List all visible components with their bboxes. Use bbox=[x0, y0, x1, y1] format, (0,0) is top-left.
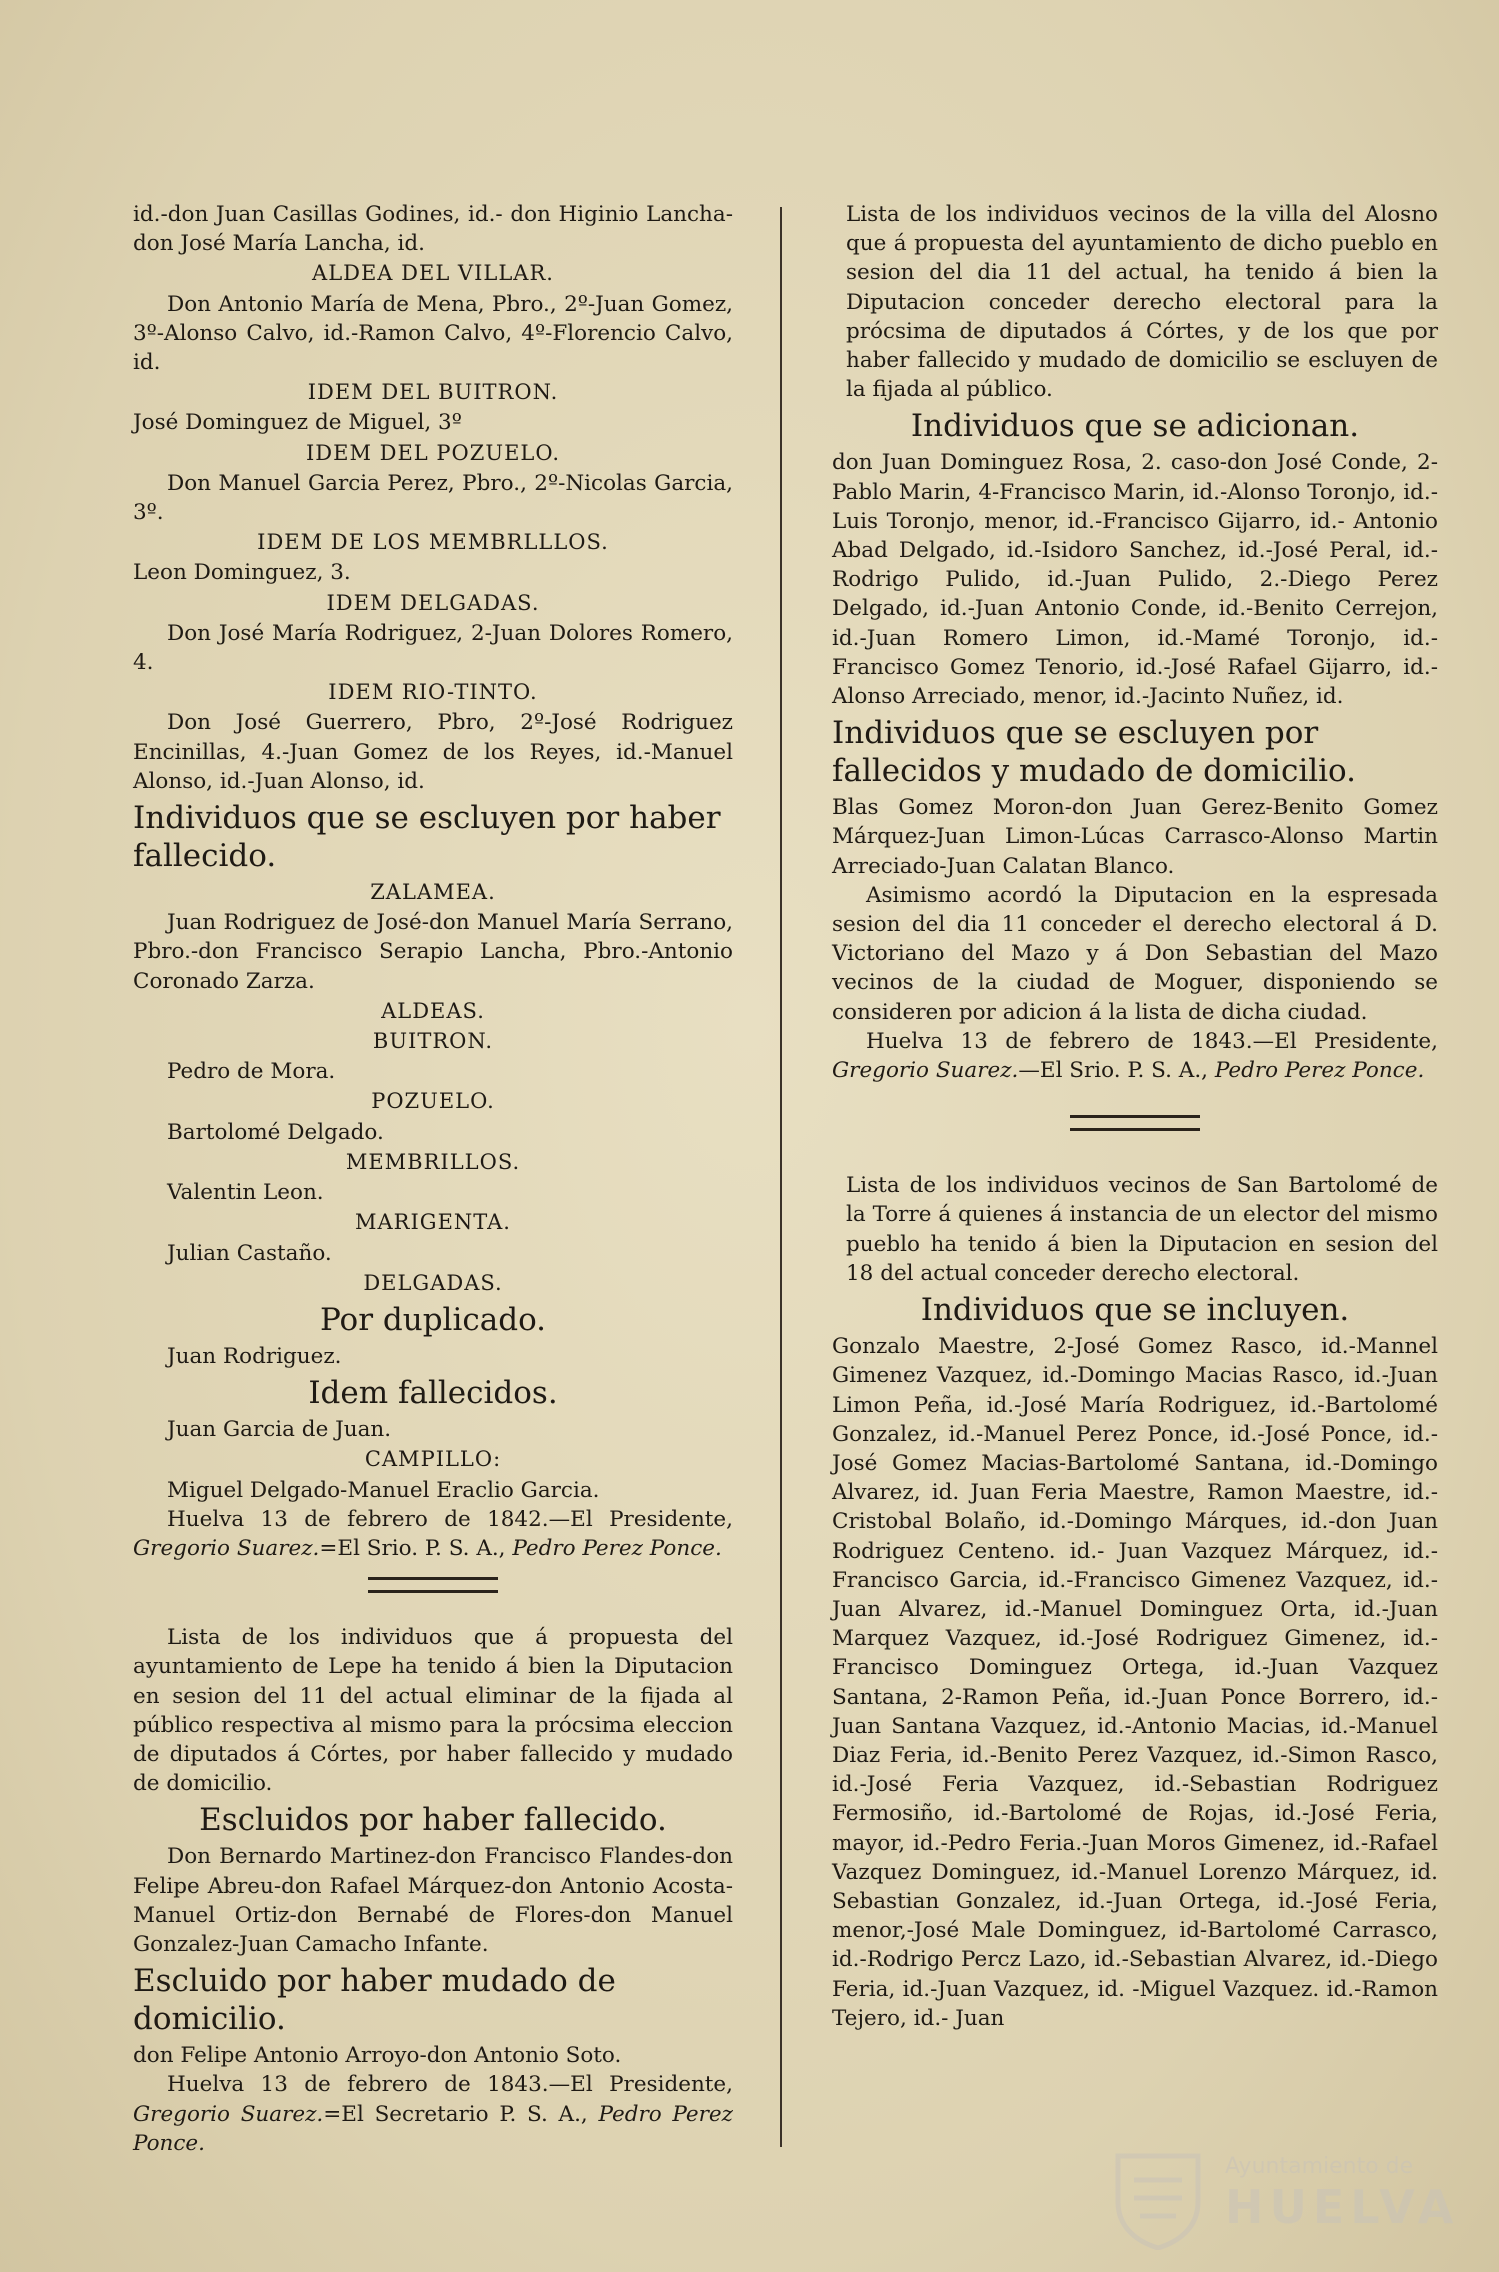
text-block: José Dominguez de Miguel, 3º bbox=[133, 410, 462, 436]
separator-rule bbox=[1070, 1115, 1200, 1131]
text-block: Miguel Delgado-Manuel Eraclio Garcia. bbox=[167, 1477, 600, 1503]
signature-secretary-label: =El Secretario P. S. A., bbox=[323, 2101, 588, 2127]
text-block: Don Antonio María de Mena, Pbro., 2º-Juan Gomez, 3º-Alonso Calvo, id.-Ramon Calvo, 4º-Florencio Calvo, id. bbox=[133, 291, 733, 376]
text-block: Julian Castaño. bbox=[167, 1240, 332, 1266]
large-heading: Individuos que se escluyen por haber fallecido. bbox=[133, 800, 721, 875]
section-heading: BUITRON. bbox=[372, 1029, 494, 1054]
text-block: Lista de los individuos vecinos de la villa del Alosno que á propuesta del ayuntamiento de dicho pueblo en sesion del dia 11 del actual, ha tenido á bien la Diputacion conceder derecho electoral para la prócsima de diputados á Córtes, y de los que por haber fallecido y mudado de domicilio se escluyen de la fijada al público. bbox=[846, 202, 1438, 403]
large-heading: Individuos que se incluyen. bbox=[920, 1292, 1350, 1329]
text-block: Lista de los individuos que á propuesta del ayuntamiento de Lepe ha tenido á bien la Diputacion en sesion del 11 del actual eliminar de la fijada al público respectiva al mismo para la prócsima eleccion de diputados á Córtes, por haber fallecido y mudado de domicilio. bbox=[133, 1625, 733, 1797]
text-block: Leon Dominguez, 3. bbox=[133, 560, 351, 586]
text-block: don Juan Dominguez Rosa, 2. caso-don José Conde, 2-Pablo Marin, 4-Francisco Marin, id.-Alonso Toronjo, id.-Luis Toronjo, menor, id.-Francisco Gijarro, id.- Antonio Abad Delgado, id.-Isidoro Sanchez, id.-José Peral, id.-Rodrigo Pulido, id.-Juan Pulido, 2.-Diego Perez Delgado, id.-Juan Antonio Conde, id.-Benito Cerrejon, id.-Juan Romero Limon, id.-Mamé Toronjo, id.-Francisco Gomez Tenorio, id.-José Rafael Gijarro, id.-Alonso Arreciado, menor, id.-Jacinto Nuñez, id. bbox=[832, 450, 1438, 710]
section-heading: IDEM DEL POZUELO. bbox=[306, 440, 560, 465]
section-heading: MARIGENTA. bbox=[355, 1210, 511, 1235]
text-block: Blas Gomez Moron-don Juan Gerez-Benito Gomez Márquez-Juan Limon-Lúcas Carrasco-Alonso Martin Arreciado-Juan Calatan Blanco. bbox=[832, 795, 1438, 879]
text-block: Juan Garcia de Juan. bbox=[167, 1417, 392, 1443]
signature-secretary: Pedro Perez Ponce. bbox=[1214, 1058, 1425, 1084]
section-heading: POZUELO. bbox=[371, 1089, 495, 1114]
section-heading: ALDEAS. bbox=[381, 998, 485, 1023]
watermark-line1: Ayuntamiento de bbox=[1225, 2154, 1414, 2179]
section-heading: IDEM RIO-TINTO. bbox=[328, 680, 538, 705]
section-heading: ZALAMEA. bbox=[370, 880, 496, 905]
text-block: Lista de los individuos vecinos de San Bartolomé de la Torre á quienes á instancia de un elector del mismo pueblo ha tenido á bien la Diputacion en sesion del 18 del actual conceder derecho electoral. bbox=[846, 1173, 1438, 1286]
large-heading: Escluidos por haber fallecido. bbox=[199, 1802, 667, 1839]
right-column bbox=[832, 200, 1438, 2033]
text-block: id.-don Juan Casillas Godines, id.- don Higinio Lancha-don José María Lancha, id. bbox=[133, 202, 733, 257]
signature-block bbox=[133, 1505, 733, 1563]
large-heading: Individuos que se escluyen por fallecidos y mudado de domicilio. bbox=[832, 715, 1357, 790]
text-block: Asimismo acordó la Diputacion en la espresada sesion del dia 11 conceder el derecho electoral á D. Victoriano del Mazo y á Don Sebastian del Mazo vecinos de la ciudad de Moguer, disponiendo se consideren por adicion á la lista de dicha ciudad. bbox=[832, 882, 1438, 1025]
section-heading: ALDEA DEL VILLAR. bbox=[312, 261, 554, 286]
signature-president: Gregorio Suarez. bbox=[133, 2101, 324, 2127]
section-heading: IDEM DEL BUITRON. bbox=[307, 380, 559, 405]
text-block: Don José María Rodriguez, 2-Juan Dolores Romero, 4. bbox=[133, 620, 733, 676]
left-column bbox=[133, 200, 733, 2158]
text-block: don Felipe Antonio Arroyo-don Antonio Soto. bbox=[133, 2043, 622, 2069]
text-block: Bartolomé Delgado. bbox=[167, 1119, 384, 1145]
column-divider bbox=[780, 207, 782, 2147]
section-heading: CAMPILLO: bbox=[364, 1447, 502, 1472]
signature-block bbox=[133, 2070, 733, 2158]
signature-secretary: Pedro Perez Ponce. bbox=[133, 2101, 733, 2156]
signature-date: Huelva 13 de febrero de 1843.—El Presidente, bbox=[167, 2072, 733, 2098]
section-heading: IDEM DE LOS MEMBRLLLOS. bbox=[257, 530, 609, 555]
text-block: Don Bernardo Martinez-don Francisco Flandes-don Felipe Abreu-don Rafael Márquez-don Antonio Acosta-Manuel Ortiz-don Bernabé de Flores-don Manuel Gonzalez-Juan Camacho Infante. bbox=[133, 1844, 733, 1957]
coat-of-arms-icon bbox=[1110, 2150, 1206, 2250]
section-heading: DELGADAS. bbox=[363, 1270, 503, 1295]
text-block: Don Manuel Garcia Perez, Pbro., 2º-Nicolas Garcia, 3º. bbox=[133, 470, 733, 526]
text-block: Juan Rodriguez. bbox=[167, 1343, 342, 1369]
text-block: Valentin Leon. bbox=[167, 1180, 324, 1206]
text-block: Pedro de Mora. bbox=[167, 1059, 336, 1085]
separator-rule bbox=[368, 1577, 498, 1593]
large-heading: Individuos que se adicionan. bbox=[910, 408, 1360, 445]
watermark bbox=[1110, 2150, 1470, 2240]
signature-president: Gregorio Suarez. bbox=[133, 1535, 320, 1561]
section-heading: MEMBRILLOS. bbox=[345, 1149, 521, 1174]
large-heading: Idem fallecidos. bbox=[308, 1375, 558, 1412]
large-heading: Escluido por haber mudado de domicilio. bbox=[133, 1963, 616, 2038]
signature-block bbox=[832, 1027, 1438, 1085]
text-block: Gonzalo Maestre, 2-José Gomez Rasco, id.-Mannel Gimenez Vazquez, id.-Domingo Macias Rasco, id.-Juan Limon Peña, id.-José María Rodriguez, id.-Bartolomé Gonzalez, id.-Manuel Perez Ponce, id.-José Ponce, id.-José Gomez Macias-Bartolomé Santana, id.-Domingo Alvarez, id. Juan Feria Maestre, Ramon Maestre, id.-Cristobal Bolaño, id.-Domingo Márques, id.-don Juan Rodriguez Centeno. id.- Juan Vazquez Márquez, id.-Francisco Garcia, id.-Francisco Gimenez Vazquez, id.-Juan Alvarez, id.-Manuel Dominguez Orta, id.-Juan Marquez Vazquez, id.-José Rodriguez Gimenez, id.-Francisco Dominguez Ortega, id.-Juan Vazquez Santana, 2-Ramon Peña, id.-Juan Ponce Borrero, id.-Juan Santana Vazquez, id.-Antonio Macias, id.-Manuel Diaz Feria, id.-Benito Perez Vazquez, id.-Simon Rasco, id.-José Feria Vazquez, id.-Sebastian Rodriguez Fermosiño, id.-Bartolomé de Rojas, id.-José Feria, mayor, id.-Pedro Feria.-Juan Moros Gimenez, id.-Rafael Vazquez Dominguez, id.-Manuel Lorenzo Márquez, id. Sebastian Gonzalez, id.-Juan Ortega, id.-José Feria, menor,-José Male Dominguez, id-Bartolomé Carrasco, id.-Rodrigo Percz Lazo, id.-Sebastian Alvarez, id.-Diego Feria, id.-Juan Vazquez, id. -Miguel Vazquez. id.-Ramon Tejero, id.- Juan bbox=[832, 1334, 1438, 2031]
signature-president: Gregorio Suarez. bbox=[832, 1058, 1019, 1084]
large-heading: Por duplicado. bbox=[319, 1301, 547, 1338]
section-heading: IDEM DELGADAS. bbox=[326, 590, 540, 615]
signature-date: Huelva 13 de febrero de 1842.—El Presidente, bbox=[167, 1506, 733, 1532]
signature-date: Huelva 13 de febrero de 1843.—El Presidente, bbox=[866, 1028, 1438, 1054]
signature-secretary: Pedro Perez Ponce. bbox=[512, 1535, 722, 1561]
signature-secretary-label: —El Srio. P. S. A., bbox=[1018, 1058, 1209, 1084]
text-block: Juan Rodriguez de José-don Manuel María Serrano, Pbro.-don Francisco Serapio Lancha, Pbro.-Antonio Coronado Zarza. bbox=[133, 910, 733, 994]
text-block: Don José Guerrero, Pbro, 2º-José Rodriguez Encinillas, 4.-Juan Gomez de los Reyes, id.-Manuel Alonso, id.-Juan Alonso, id. bbox=[133, 710, 733, 794]
signature-secretary-label: =El Srio. P. S. A., bbox=[319, 1535, 506, 1561]
watermark-line2: HUELVA bbox=[1225, 2180, 1460, 2234]
